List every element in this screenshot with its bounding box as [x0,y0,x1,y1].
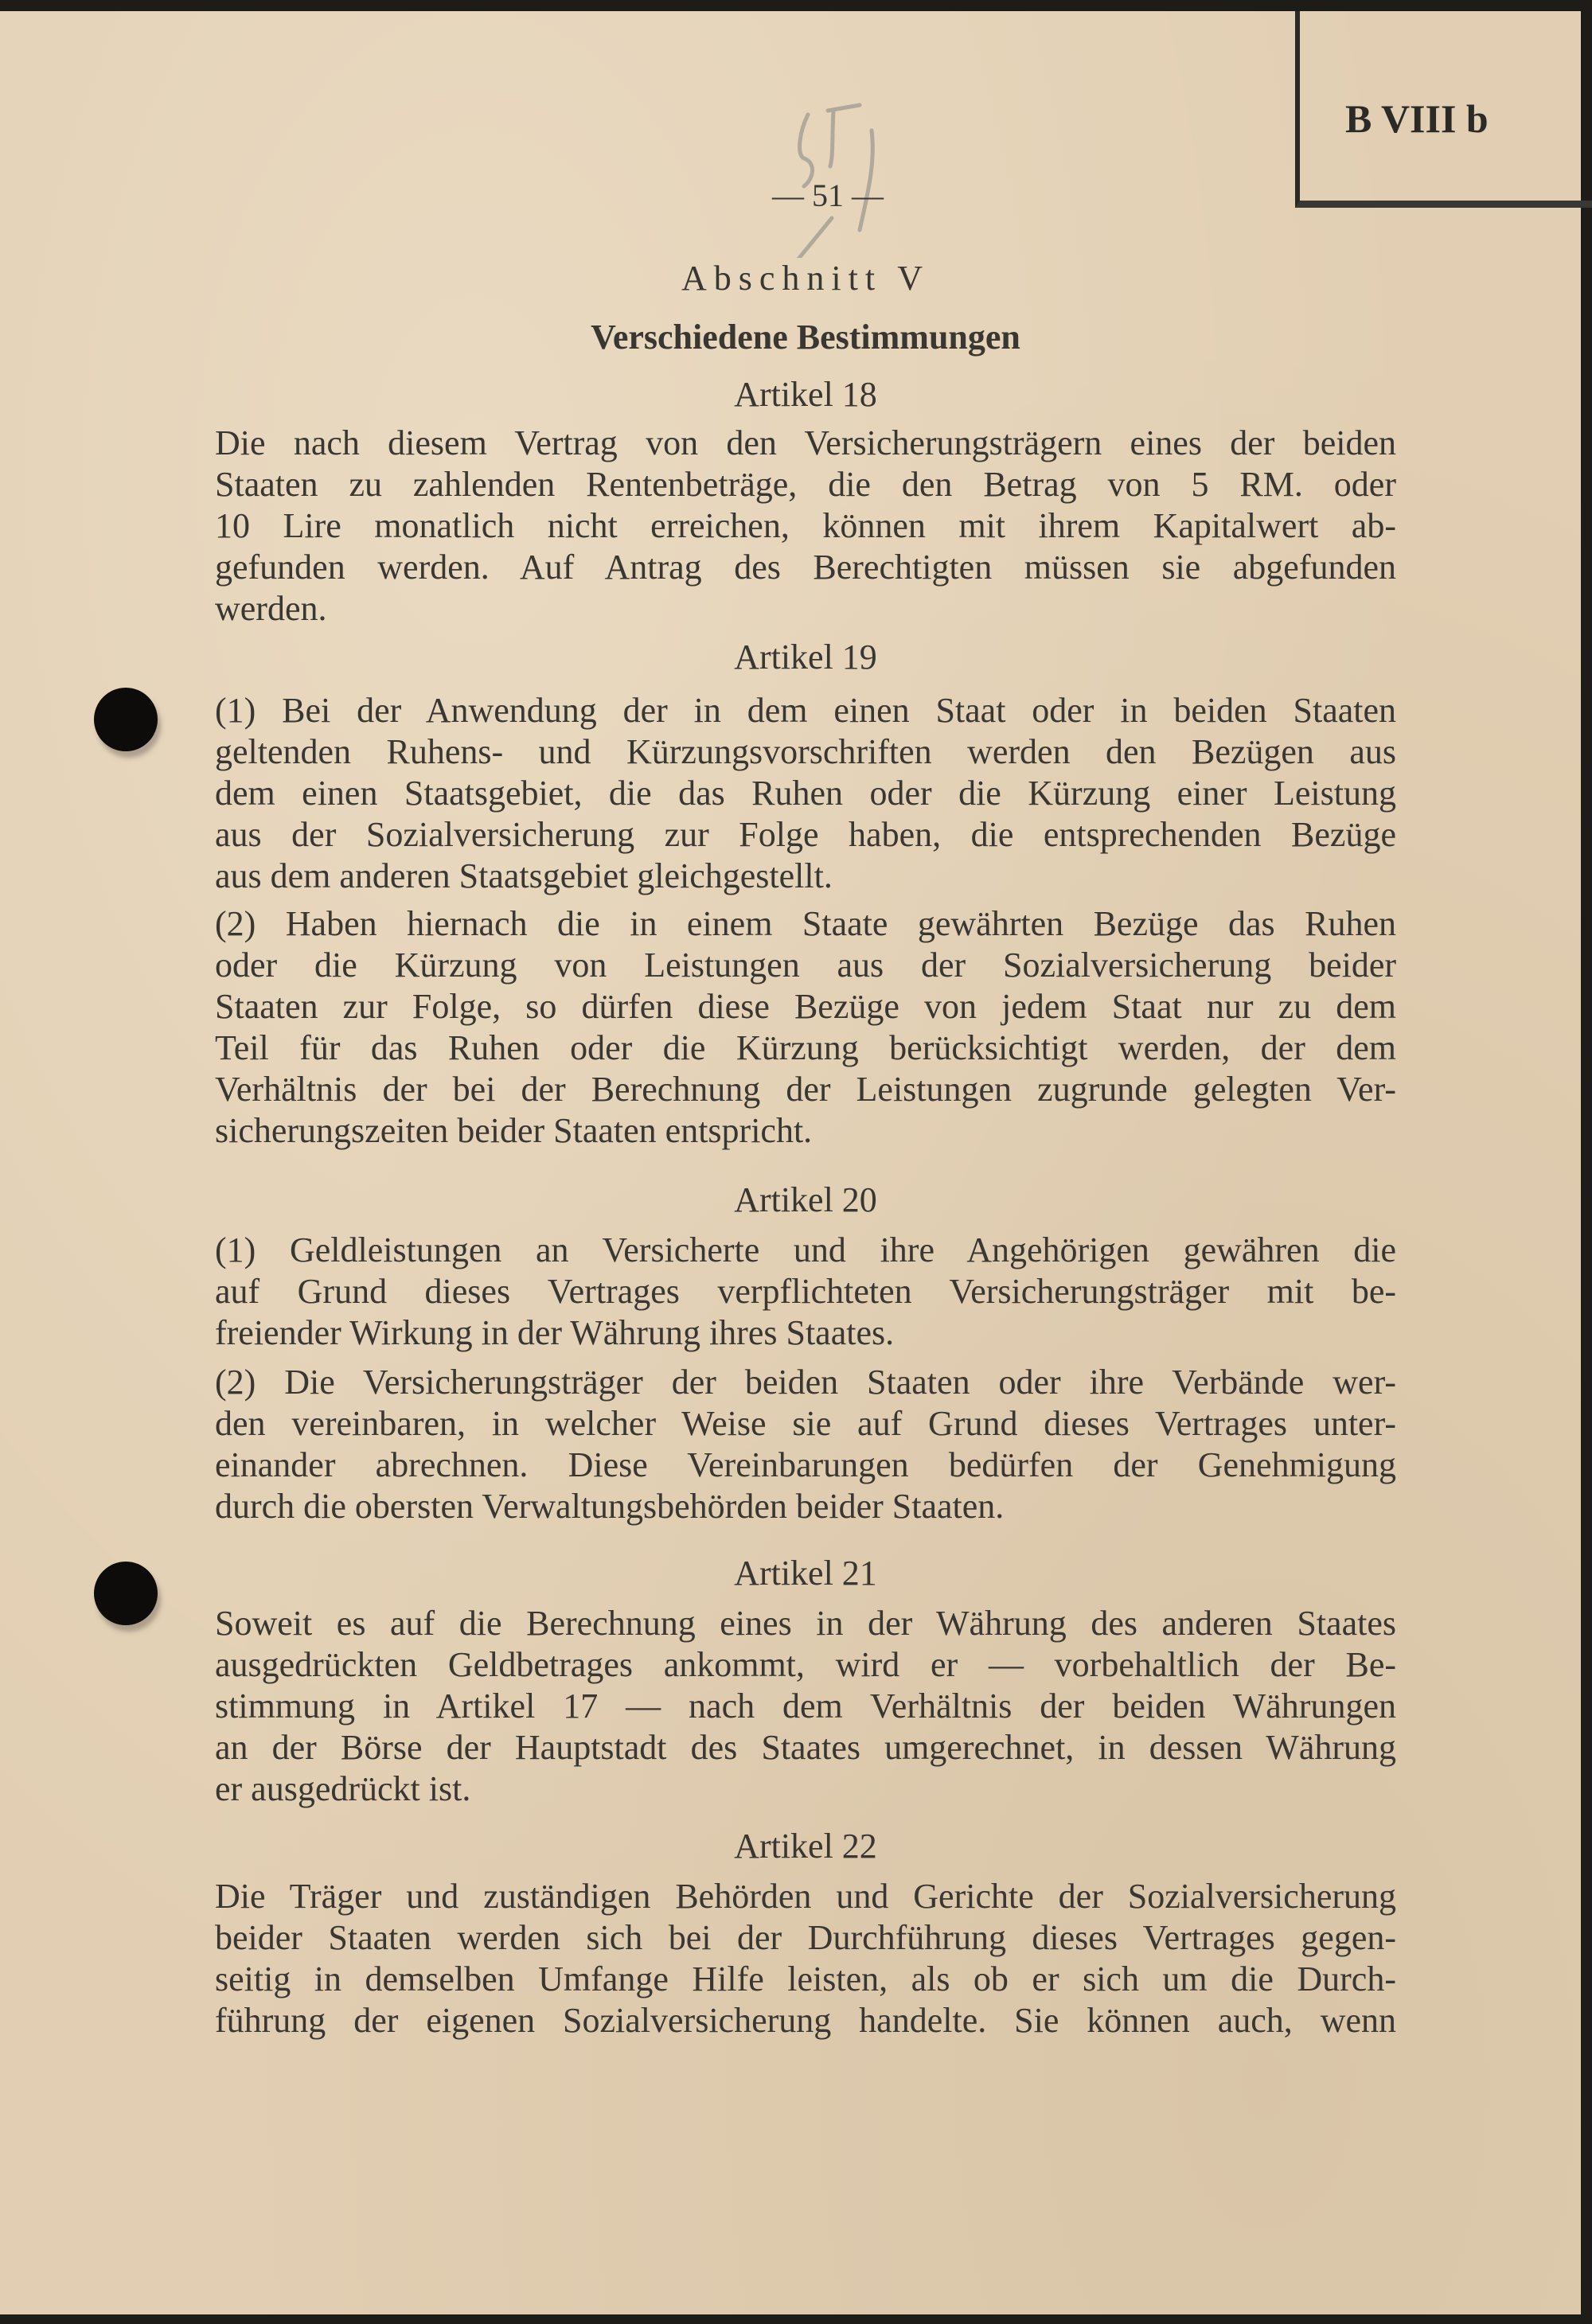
section-subtitle: Verschiedene Bestimmungen [591,318,1020,357]
text-line: freiender Wirkung in der Währung ihres Staates. [215,1313,895,1352]
text-line: (2) Die Versicherungsträger der beiden Staaten oder ihre Verbände wer- [215,1363,1396,1402]
article-paragraph [215,690,1396,897]
text-line: beider Staaten werden sich bei der Durchführung dieses Vertrages gegen- [215,1918,1396,1957]
text-line: einander abrechnen. Diese Vereinbarungen bedürfen der Genehmigung [215,1445,1396,1484]
text-line: Staaten zu zahlenden Rentenbeträge, die den Betrag von 5 RM. oder [215,465,1396,504]
article-paragraph [215,1362,1396,1527]
article-heading: Artikel 18 [734,375,877,414]
text-line: Die nach diesem Vertrag von den Versicherungsträgern eines der beiden [215,423,1396,462]
article-heading: Artikel 20 [734,1180,877,1219]
text-line: stimmung in Artikel 17 — nach dem Verhältnis der beiden Währungen [215,1686,1396,1725]
classification-label: B VIII b [1345,96,1489,141]
article-heading: Artikel 19 [734,638,877,677]
text-line: sicherungszeiten beider Staaten entspricht. [215,1111,813,1150]
article-paragraph [215,1603,1396,1810]
article-paragraph [215,423,1396,630]
text-line: Teil für das Ruhen oder die Kürzung berücksichtigt werden, der dem [215,1028,1396,1067]
article-heading: Artikel 21 [734,1554,877,1593]
text-line: aus der Sozialversicherung zur Folge haben, die entsprechenden Bezüge [215,815,1396,854]
punch-hole [94,1562,158,1625]
text-line: (1) Bei der Anwendung der in dem einen Staat oder in beiden Staaten [215,691,1396,730]
text-line: auf Grund dieses Vertrages verpflichteten Versicherungsträger mit be- [215,1272,1396,1311]
text-line: Soweit es auf die Berechnung eines in der Währung des anderen Staates [215,1604,1396,1643]
text-line: dem einen Staatsgebiet, die das Ruhen oder die Kürzung einer Leistung [215,774,1396,813]
text-line: er ausgedrückt ist. [215,1769,471,1808]
text-line: durch die obersten Verwaltungsbehörden beider Staaten. [215,1487,1005,1526]
text-line: seitig in demselben Umfange Hilfe leisten, als ob er sich um die Durch- [215,1959,1396,1998]
article-paragraph [215,1876,1396,2041]
article-paragraph [215,1230,1396,1354]
text-line: aus dem anderen Staatsgebiet gleichgestellt. [215,856,833,895]
text-line: (1) Geldleistungen an Versicherte und ihre Angehörigen gewähren die [215,1230,1396,1269]
punch-hole [94,688,158,751]
text-line: geltenden Ruhens- und Kürzungsvorschriften werden den Bezügen aus [215,732,1396,771]
article-paragraph [215,903,1396,1152]
text-line: oder die Kürzung von Leistungen aus der Sozialversicherung beider [215,946,1396,985]
text-line: gefunden werden. Auf Antrag des Berechtigten müssen sie abgefunden [215,548,1396,587]
document-page [0,11,1581,2314]
text-line: ausgedrückten Geldbetrages ankommt, wird er — vorbehaltlich der Be- [215,1645,1396,1684]
text-line: an der Börse der Hauptstadt des Staates umgerechnet, in dessen Währung [215,1728,1396,1767]
text-line: Die Träger und zuständigen Behörden und Gerichte der Sozialversicherung [215,1877,1396,1916]
text-line: werden. [215,589,327,628]
article-heading: Artikel 22 [734,1827,877,1866]
section-title: Abschnitt V [681,259,931,298]
page-number: — 51 — [772,177,884,213]
text-line: Staaten zur Folge, so dürfen diese Bezüge von jedem Staat nur zu dem [215,987,1396,1026]
text-line: Verhältnis der bei der Berechnung der Leistungen zugrunde gelegten Ver- [215,1070,1396,1109]
text-line: den vereinbaren, in welcher Weise sie auf Grund dieses Vertrages unter- [215,1404,1396,1443]
text-line: (2) Haben hiernach die in einem Staate gewährten Bezüge das Ruhen [215,904,1396,943]
text-line: führung der eigenen Sozialversicherung handelte. Sie können auch, wenn [215,2001,1396,2040]
text-line: 10 Lire monatlich nicht erreichen, können mit ihrem Kapitalwert ab- [215,506,1396,545]
